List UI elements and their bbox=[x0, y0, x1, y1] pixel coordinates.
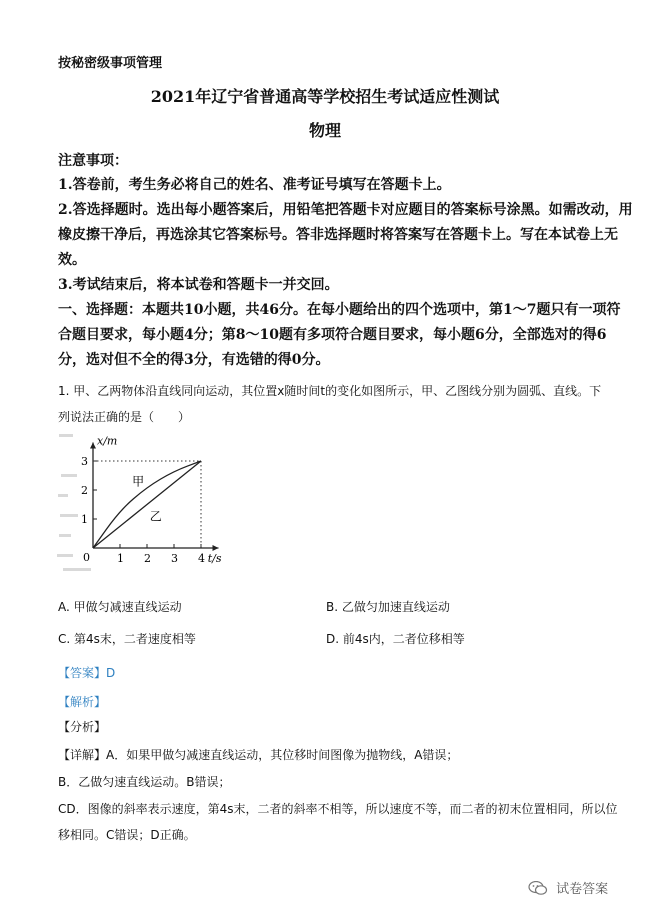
note-3: 3.考试结束后，将本试卷和答题卡一并交回。 bbox=[58, 277, 339, 293]
x-tick-label: 4 bbox=[198, 552, 205, 565]
series-label-yi: 乙 bbox=[149, 509, 162, 524]
x-tick-label: 2 bbox=[144, 552, 151, 565]
question-1-stem-line-2: 列说法正确的是（ ） bbox=[58, 410, 191, 424]
notes-heading: 注意事项： bbox=[58, 153, 128, 169]
origin-label: 0 bbox=[83, 551, 90, 564]
subject-title: 物理 bbox=[308, 121, 341, 140]
y-tick-label: 3 bbox=[81, 455, 88, 468]
x-tick-label: 3 bbox=[171, 552, 178, 565]
series-label-jia: 甲 bbox=[132, 474, 145, 489]
analysis-tag: 【解析】 bbox=[58, 695, 107, 709]
series-group bbox=[93, 461, 201, 548]
option-c: C. 第4s末，二者速度相等 bbox=[58, 632, 196, 646]
series-yi-line bbox=[93, 461, 201, 548]
detail-line-3: CD．图像的斜率表示速度，第4s末，二者的斜率不相等，所以速度不等，而二者的初末位置相同，所以位 bbox=[58, 802, 618, 816]
watermark-text: 试卷答案 bbox=[556, 882, 609, 897]
section-1-line-2: 合题目要求，每小题4分；第8～10题有多项符合题目要求，每小题6分，全部选对的得6 bbox=[58, 327, 607, 343]
y-tick-label: 2 bbox=[81, 484, 88, 497]
analysis-heading: 【分析】 bbox=[58, 720, 107, 734]
y-tick-label: 1 bbox=[81, 513, 88, 526]
xt-graph bbox=[55, 428, 275, 580]
wechat-icon bbox=[528, 881, 548, 895]
note-2-line-1: 2.答选择题时。选出每小题答案后，用铅笔把答题卡对应题目的答案标号涂黑。如需改动，用 bbox=[58, 202, 633, 218]
detail-line-1: 【详解】A．如果甲做匀减速直线运动，其位移时间图像为抛物线，A错误； bbox=[58, 748, 459, 762]
detail-line-4: 移相同。C错误；D正确。 bbox=[58, 828, 196, 842]
note-1: 1.答卷前，考生务必将自己的姓名、准考证号填写在答题卡上。 bbox=[58, 177, 451, 193]
classification-label: 按秘密级事项管理 bbox=[58, 56, 163, 71]
x-axis-arrow bbox=[213, 545, 219, 551]
question-1-stem-line-1: 1. 甲、乙两物体沿直线同向运动，其位置x随时间t的变化如图所示，甲、乙图线分别为圆弧、直线。下 bbox=[58, 384, 602, 398]
answer-text: 【答案】D bbox=[58, 666, 116, 680]
detail-line-2: B．乙做匀速直线运动。B错误； bbox=[58, 775, 231, 789]
option-d: D. 前4s内，二者位移相等 bbox=[326, 632, 465, 646]
option-b: B. 乙做匀加速直线运动 bbox=[326, 600, 450, 614]
x-tick-label: 1 bbox=[117, 552, 124, 565]
y-axis-arrow bbox=[90, 443, 96, 449]
section-1-line-1: 一、选择题：本题共10小题，共46分。在每小题给出的四个选项中，第1～7题只有一项符 bbox=[58, 302, 621, 318]
y-axis-label: x/m bbox=[97, 434, 118, 448]
note-2-line-2: 橡皮擦干净后，再选涂其它答案标号。答非选择题时将答案写在答题卡上。写在本试卷上无 bbox=[58, 227, 618, 243]
exam-title: 2021年辽宁省普通高等学校招生考试适应性测试 bbox=[150, 87, 500, 106]
section-1-line-3: 分，选对但不全的得3分，有选错的得0分。 bbox=[58, 352, 330, 368]
x-axis-label: t/s bbox=[207, 552, 222, 565]
note-2-line-3: 效。 bbox=[58, 252, 86, 268]
option-a: A. 甲做匀减速直线运动 bbox=[58, 600, 182, 614]
watermark bbox=[528, 878, 608, 897]
answer-line bbox=[58, 664, 115, 681]
